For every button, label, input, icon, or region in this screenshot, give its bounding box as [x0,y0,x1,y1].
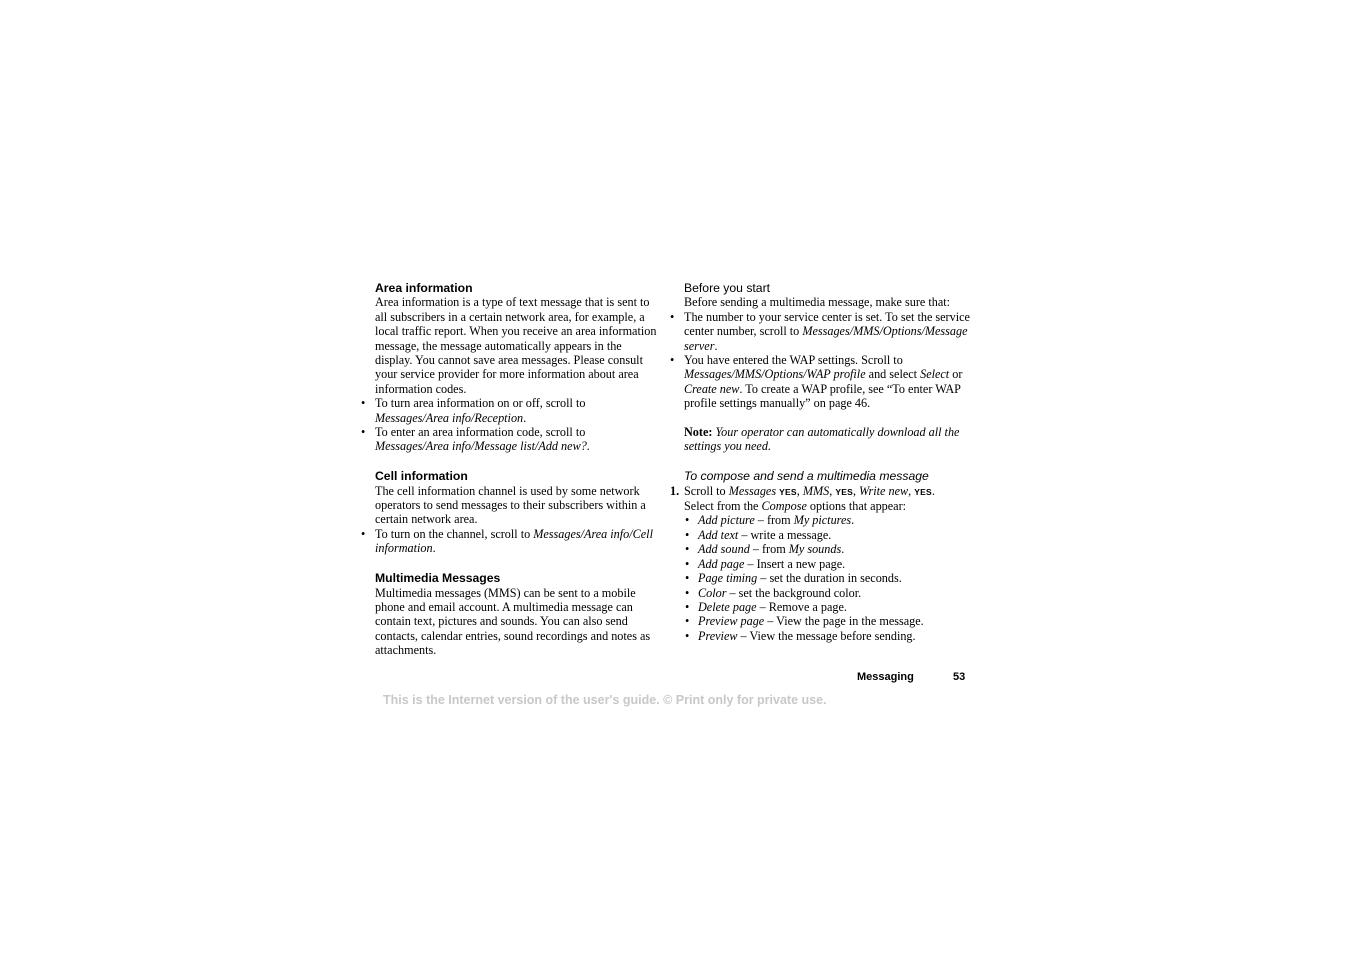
list-item: • Add sound – from My sounds. [685,542,845,557]
area-information-heading: Area information [375,281,473,295]
bullet-icon: • [670,353,675,368]
list-item: • The number to your service center is set. To set the service center number, scroll to Messages/MMS/Options/Message server. [670,309,970,353]
bullet-icon: • [361,526,366,541]
cell-information-heading: Cell information [375,469,468,484]
list-item: • To enter an area information code, scroll to Messages/Area info/Message list/Add new?. [361,425,590,454]
cell-information-paragraph: The cell information channel is used by some network operators to send messages to their subscribers within a certain network area. [375,483,646,527]
before-you-start-intro: Before sending a multimedia message, make sure that: [684,295,951,310]
bullet-icon: • [361,425,366,440]
watermark-text: This is the Internet version of the user's guide. © Print only for private use. [383,693,827,707]
list-item: • Add text – write a message. [685,527,832,542]
before-you-start-heading: Before you start [684,281,771,295]
bullet-icon: • [685,513,690,528]
list-item: • Preview – View the message before sending. [685,628,916,643]
list-item: • Add page – Insert a new page. [685,556,846,571]
right-column [670,280,974,643]
multimedia-messages-paragraph: Multimedia messages (MMS) can be sent to a mobile phone and email account. A multimedia message can contain text, pictures and sounds. You can also send contacts, calendar entries, sound recordings and notes as attachments. [375,585,651,658]
multimedia-messages-heading: Multimedia Messages [375,571,501,586]
bullet-icon: • [685,556,690,571]
list-item: • Page timing – set the duration in seconds. [685,571,902,586]
yes-key-label: YES [914,486,932,497]
bullet-icon: • [685,599,690,614]
left-column [361,280,660,658]
compose-heading: To compose and send a multimedia message [684,469,929,484]
list-item: • To turn area information on or off, scroll to Messages/Area info/Reception. [361,396,586,425]
bullet-icon: • [685,614,690,629]
bullet-icon: • [685,628,690,643]
area-information-paragraph: Area information is a type of text message that is sent to all subscribers in a certain network area, for example, a local traffic report. When you receive an area information message, the message automatically appears in the display. You cannot save area messages. Please consult your service provider for more information about area information codes. [375,295,657,396]
page-number: 53 [953,671,966,683]
step-number: 1. [670,483,680,498]
bullet-icon: • [685,542,690,557]
list-item: • You have entered the WAP settings. Scroll to Messages/MMS/Options/WAP profile and select Select or Create new. To create a WAP profile, see “To enter WAP profile settings manually” on page 46. [670,353,963,411]
compose-options-list [684,513,974,643]
yes-key-label: YES [835,486,853,497]
bullet-icon: • [685,527,690,542]
list-item: • Preview page – View the page in the message. [685,614,924,629]
bullet-icon: • [361,396,366,411]
bullet-icon: • [685,585,690,600]
step-1: 1. Scroll to Messages YES, MMS, YES, Write new, YES. Select from the Compose options that appear: [670,483,935,514]
yes-key-label: YES [779,486,797,497]
list-item: • Delete page – Remove a page. [685,599,847,614]
bullet-icon: • [670,309,675,324]
list-item: • To turn on the channel, scroll to Messages/Area info/Cell information. [361,526,653,556]
note: Note: Your operator can automatically download all the settings you need. [684,425,960,454]
list-item: • Color – set the background color. [685,585,862,600]
bullet-icon: • [685,571,690,586]
footer-section-title: Messaging [857,671,914,683]
list-item: • Add picture – from My pictures. [685,513,855,528]
